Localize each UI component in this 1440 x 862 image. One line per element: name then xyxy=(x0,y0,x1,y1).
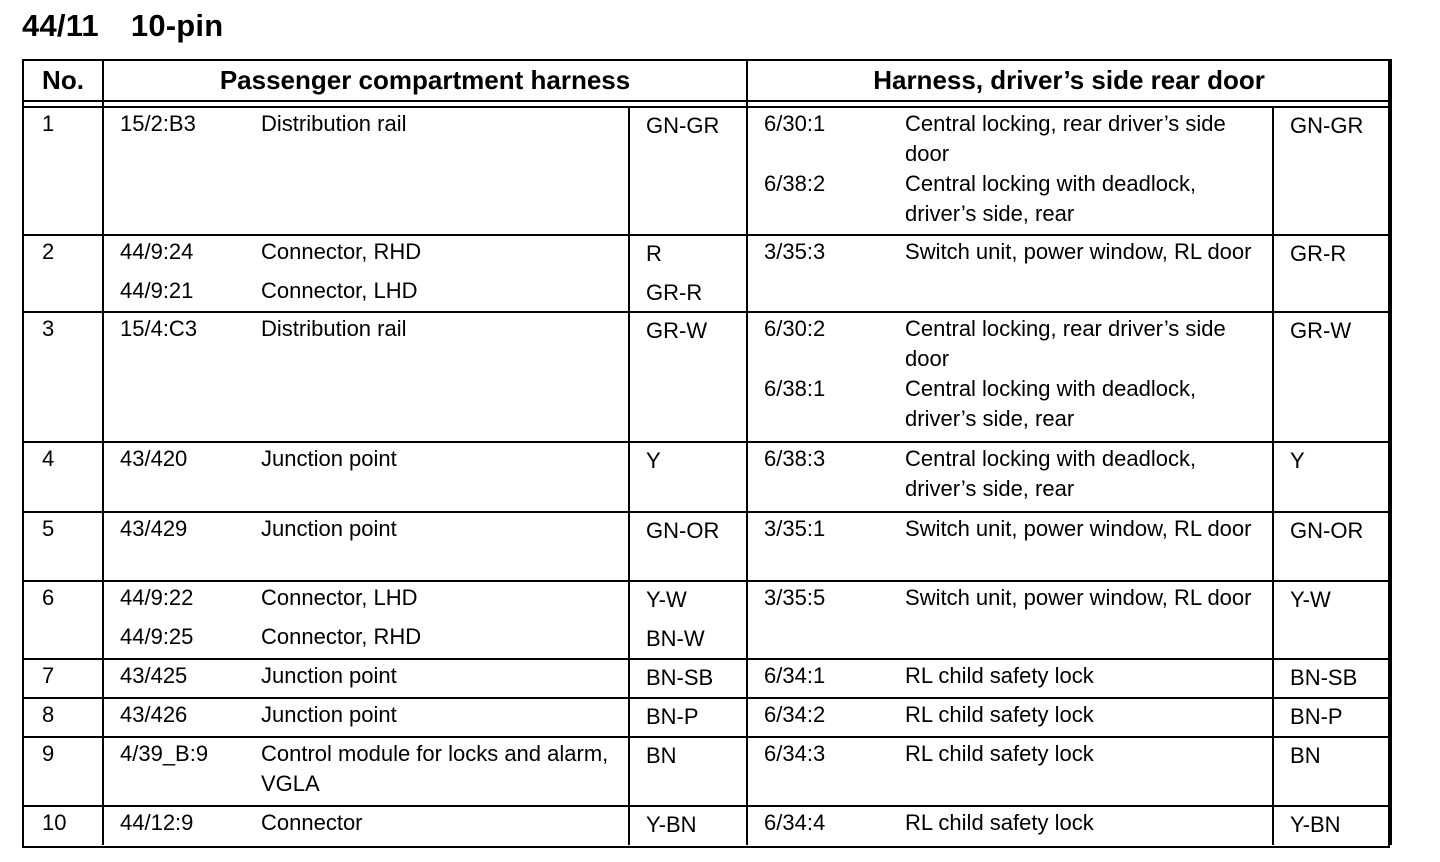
pin-number: 7 xyxy=(23,659,103,698)
connection-ref: 43/429 xyxy=(120,516,188,541)
passenger-wire-colors xyxy=(629,659,747,698)
driver-door-connections xyxy=(747,312,1273,442)
table-row xyxy=(23,581,1391,659)
connection-ref: 6/34:4 xyxy=(764,810,826,835)
driver-door-connection xyxy=(764,237,1272,267)
connection-ref: 44/9:22 xyxy=(120,585,194,610)
connection-ref: 4/39_B:9 xyxy=(120,741,209,766)
driver-door-connection xyxy=(764,661,1272,691)
driver-door-connections xyxy=(747,235,1273,312)
pin-count: 10-pin xyxy=(130,8,224,43)
passenger-connections xyxy=(103,806,629,845)
connection-desc: Connector, RHD xyxy=(261,624,422,649)
wire-color: GR-R xyxy=(646,280,703,305)
pin-number: 8 xyxy=(23,698,103,737)
connection-desc: RL child safety lock xyxy=(905,702,1094,727)
table-row xyxy=(23,698,1391,737)
connection-ref: 44/9:21 xyxy=(120,278,194,303)
passenger-connections xyxy=(103,512,629,581)
connection-desc: Switch unit, power window, RL door xyxy=(905,239,1252,264)
connection-desc: Connector, LHD xyxy=(261,278,418,303)
passenger-wire-colors xyxy=(629,698,747,737)
driver-door-wire-color: GN-OR xyxy=(1273,512,1391,581)
connection-desc: Connector xyxy=(261,810,363,835)
passenger-connection xyxy=(120,109,628,139)
table-row xyxy=(23,806,1391,845)
connection-ref: 3/35:1 xyxy=(764,516,826,541)
wire-color: BN-W xyxy=(646,626,705,651)
passenger-wire-colors xyxy=(629,581,747,659)
connection-ref: 6/38:1 xyxy=(764,376,826,401)
passenger-connections xyxy=(103,659,629,698)
driver-door-connection xyxy=(764,514,1272,544)
wire-color: BN-SB xyxy=(646,665,714,690)
connection-desc: RL child safety lock xyxy=(905,663,1094,688)
driver-door-connection xyxy=(764,314,1272,374)
connection-ref: 15/2:B3 xyxy=(120,111,196,136)
passenger-wire-colors xyxy=(629,312,747,442)
pin-number: 1 xyxy=(23,107,103,235)
table-row xyxy=(23,512,1391,581)
connection-ref: 43/425 xyxy=(120,663,188,688)
header-passenger: Passenger compartment harness xyxy=(103,59,747,101)
wire-color: Y xyxy=(646,448,661,473)
driver-door-connection xyxy=(764,700,1272,730)
table-row xyxy=(23,737,1391,806)
connection-ref: 44/9:25 xyxy=(120,624,194,649)
driver-door-connection xyxy=(764,808,1272,838)
connection-ref: 6/38:2 xyxy=(764,171,826,196)
pin-number: 4 xyxy=(23,442,103,512)
driver-door-connection xyxy=(764,169,1272,229)
table-row xyxy=(23,312,1391,442)
passenger-connections xyxy=(103,312,629,442)
connection-desc: Switch unit, power window, RL door xyxy=(905,585,1252,610)
connection-desc: Junction point xyxy=(261,516,397,541)
passenger-wire-colors xyxy=(629,442,747,512)
driver-door-wire-color: Y-W xyxy=(1273,581,1391,659)
pin-number: 6 xyxy=(23,581,103,659)
driver-door-connection xyxy=(764,583,1272,613)
connection-ref: 6/30:1 xyxy=(764,111,826,136)
passenger-connections xyxy=(103,581,629,659)
driver-door-connections xyxy=(747,659,1273,698)
driver-door-connections xyxy=(747,698,1273,737)
connection-ref: 15/4:C3 xyxy=(120,316,198,341)
driver-door-connections xyxy=(747,512,1273,581)
passenger-connection xyxy=(120,583,628,613)
connection-desc: Central locking with deadlock, driver’s side, rear xyxy=(905,446,1197,501)
connection-ref: 6/34:1 xyxy=(764,663,826,688)
passenger-connections xyxy=(103,698,629,737)
wire-color: BN xyxy=(646,743,677,768)
driver-door-connection xyxy=(764,444,1272,504)
passenger-connections xyxy=(103,107,629,235)
header-row xyxy=(23,59,1391,101)
wire-color: Y-BN xyxy=(646,812,697,837)
passenger-wire-colors xyxy=(629,806,747,845)
connection-ref: 6/34:3 xyxy=(764,741,826,766)
wire-color: Y-W xyxy=(646,587,687,612)
pin-number: 3 xyxy=(23,312,103,442)
pin-number: 10 xyxy=(23,806,103,845)
passenger-connection xyxy=(120,622,628,652)
passenger-connection xyxy=(120,739,628,799)
pin-number: 9 xyxy=(23,737,103,806)
header-driver: Harness, driver’s side rear door xyxy=(747,59,1391,101)
passenger-connections xyxy=(103,737,629,806)
header-no: No. xyxy=(23,59,103,101)
wire-color: GN-GR xyxy=(646,113,720,138)
connection-desc: Control module for locks and alarm, VGLA xyxy=(261,741,609,796)
connection-desc: Central locking with deadlock, driver’s side, rear xyxy=(905,376,1197,431)
table-row xyxy=(23,659,1391,698)
passenger-connection xyxy=(120,808,628,838)
driver-door-wire-color: Y-BN xyxy=(1273,806,1391,845)
connection-desc: Junction point xyxy=(261,663,397,688)
driver-door-wire-color: Y xyxy=(1273,442,1391,512)
connection-desc: Distribution rail xyxy=(261,316,407,341)
connection-desc: Junction point xyxy=(261,702,397,727)
passenger-wire-colors xyxy=(629,737,747,806)
connection-desc: Distribution rail xyxy=(261,111,407,136)
connection-desc: Connector, RHD xyxy=(261,239,422,264)
connection-desc: Connector, LHD xyxy=(261,585,418,610)
pin-number: 5 xyxy=(23,512,103,581)
driver-door-connections xyxy=(747,806,1273,845)
table-row xyxy=(23,235,1391,312)
driver-door-connections xyxy=(747,581,1273,659)
connection-desc: Central locking with deadlock, driver’s side, rear xyxy=(905,171,1197,226)
driver-door-connection xyxy=(764,374,1272,434)
wire-color: GR-W xyxy=(646,318,708,343)
connection-ref: 6/30:2 xyxy=(764,316,826,341)
driver-door-wire-color: BN-SB xyxy=(1273,659,1391,698)
connection-ref: 6/34:2 xyxy=(764,702,826,727)
driver-door-connections xyxy=(747,107,1273,235)
pin-number: 2 xyxy=(23,235,103,312)
table-row xyxy=(23,107,1391,235)
driver-door-connection xyxy=(764,109,1272,169)
passenger-connection xyxy=(120,276,628,306)
wire-color: BN-P xyxy=(646,704,699,729)
wire-color: R xyxy=(646,241,662,266)
driver-door-connection xyxy=(764,739,1272,769)
passenger-connection xyxy=(120,237,628,267)
wire-color: GN-OR xyxy=(646,518,720,543)
driver-door-wire-color: GR-R xyxy=(1273,235,1391,312)
driver-door-connections xyxy=(747,737,1273,806)
page-title xyxy=(22,8,223,44)
table-row xyxy=(23,442,1391,512)
passenger-connections xyxy=(103,442,629,512)
connection-desc: Central locking, rear driver’s side door xyxy=(905,111,1226,166)
connection-ref: 43/426 xyxy=(120,702,188,727)
passenger-wire-colors xyxy=(629,512,747,581)
driver-door-wire-color: GN-GR xyxy=(1273,107,1391,235)
connection-ref: 44/12:9 xyxy=(120,810,194,835)
connection-desc: Switch unit, power window, RL door xyxy=(905,516,1252,541)
driver-door-wire-color: GR-W xyxy=(1273,312,1391,442)
passenger-connection xyxy=(120,514,628,544)
connection-ref: 43/420 xyxy=(120,446,188,471)
pin-table xyxy=(22,59,1392,845)
passenger-connections xyxy=(103,235,629,312)
connection-ref: 3/35:5 xyxy=(764,585,826,610)
passenger-connection xyxy=(120,314,628,344)
driver-door-wire-color: BN xyxy=(1273,737,1391,806)
driver-door-connections xyxy=(747,442,1273,512)
connection-ref: 44/9:24 xyxy=(120,239,194,264)
connection-desc: Junction point xyxy=(261,446,397,471)
passenger-connection xyxy=(120,700,628,730)
passenger-wire-colors xyxy=(629,235,747,312)
passenger-connection xyxy=(120,444,628,474)
driver-door-wire-color: BN-P xyxy=(1273,698,1391,737)
passenger-wire-colors xyxy=(629,107,747,235)
connector-id: 44/11 xyxy=(22,8,99,43)
passenger-connection xyxy=(120,661,628,691)
connection-ref: 3/35:3 xyxy=(764,239,826,264)
connection-desc: RL child safety lock xyxy=(905,741,1094,766)
connection-desc: Central locking, rear driver’s side door xyxy=(905,316,1226,371)
connection-ref: 6/38:3 xyxy=(764,446,826,471)
connection-desc: RL child safety lock xyxy=(905,810,1094,835)
